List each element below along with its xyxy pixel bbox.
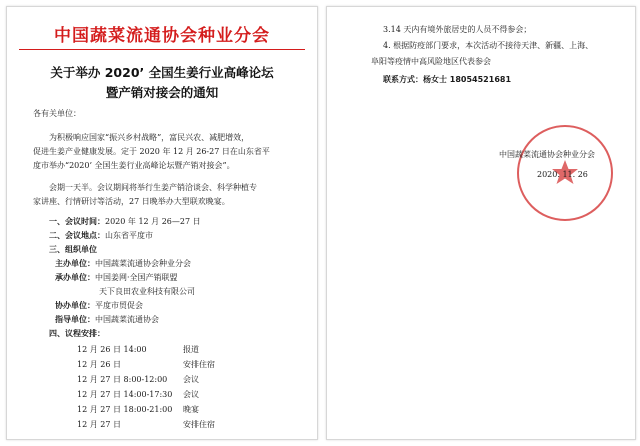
guide-unit [55, 315, 159, 325]
schedule-time: 12 月 27 日 8:00-12:00 [77, 375, 168, 384]
organizer-value-1: 中国姜网·全国产销联盟 [95, 273, 178, 282]
item-organizers-heading: 三、组织单位 [49, 245, 97, 254]
item-place-value: 山东省平度市 [105, 231, 153, 240]
schedule-event: 晚宴 [183, 405, 199, 414]
item-time [49, 217, 201, 227]
guide-value: 中国蔬菜流通协会 [95, 315, 159, 324]
signature-org: 中国蔬菜流通协会种业分会 [499, 150, 595, 159]
para1-line2: 促进生姜产业健康发展。定于 2020 年 12 月 26-27 日在山东省平 [33, 147, 270, 156]
salutation: 各有关单位： [33, 109, 81, 118]
letterhead-rule [19, 49, 305, 50]
co-value: 平度市贸促会 [95, 301, 143, 310]
guide-label: 指导单位： [55, 315, 95, 324]
schedule-time: 12 月 26 日 14:00 [77, 345, 147, 354]
co-label: 协办单位： [55, 301, 95, 310]
signature-date: 2020. 11. 26 [537, 170, 588, 179]
notice-title-line2: 暨产销对接会的通知 [105, 85, 219, 100]
schedule-time: 12 月 27 日 [77, 420, 121, 429]
organizer-label: 承办单位： [55, 273, 95, 282]
contact-info: 联系方式：杨女士 18054521681 [383, 75, 512, 84]
host-unit [55, 259, 191, 269]
schedule-time: 12 月 27 日 18:00-21:00 [77, 405, 173, 414]
organizer-value-2: 天下良田农业科技有限公司 [99, 287, 195, 296]
notice-page-left [6, 6, 318, 440]
para2-line2: 家讲座、行情研讨等活动，27 日晚举办大型联欢晚宴。 [33, 197, 230, 206]
schedule-event: 报道 [183, 345, 199, 354]
schedule-event: 会议 [183, 375, 199, 384]
organizer-unit [55, 273, 178, 283]
rule-line-3: 3.14 天内有境外旅居史的人员不得参会； [383, 25, 532, 34]
para2-line1: 会期一天半。会议期间将举行生姜产销洽谈会、科学种植专 [49, 183, 257, 192]
schedule-time: 12 月 26 日 [77, 360, 121, 369]
item-time-value: 2020 年 12 月 26—27 日 [105, 217, 201, 226]
host-label: 主办单位： [55, 259, 95, 268]
co-unit [55, 301, 143, 311]
item-place-label: 二、会议地点： [49, 231, 105, 240]
para1-line3: 度市举办“2020’ 全国生姜行业高峰论坛暨产销对接会”。 [33, 161, 235, 170]
schedule-event: 会议 [183, 390, 199, 399]
schedule-time: 12 月 27 日 14:00-17:30 [77, 390, 173, 399]
item-schedule-heading: 四、议程安排： [49, 329, 105, 338]
rule-line-4-cont: 阜阳等疫情中高风险地区代表参会 [371, 57, 491, 66]
notice-page-right [326, 6, 636, 440]
notice-title-line1: 关于举办 2020’ 全国生姜行业高峰论坛 [50, 65, 274, 80]
rule-line-4: 4. 根据防疫部门要求，本次活动不接待天津、新疆、上海、 [383, 41, 594, 50]
item-place [49, 231, 153, 241]
host-value: 中国蔬菜流通协会种业分会 [95, 259, 191, 268]
item-time-label: 一、会议时间： [49, 217, 105, 226]
schedule-event: 安排住宿 [183, 360, 215, 369]
para1-line1: 为积极响应国家“振兴乡村战略”，富民兴农、减肥增效， [49, 133, 250, 142]
letterhead-title: 中国蔬菜流通协会种业分会 [54, 26, 270, 46]
schedule-event: 安排住宿 [183, 420, 215, 429]
